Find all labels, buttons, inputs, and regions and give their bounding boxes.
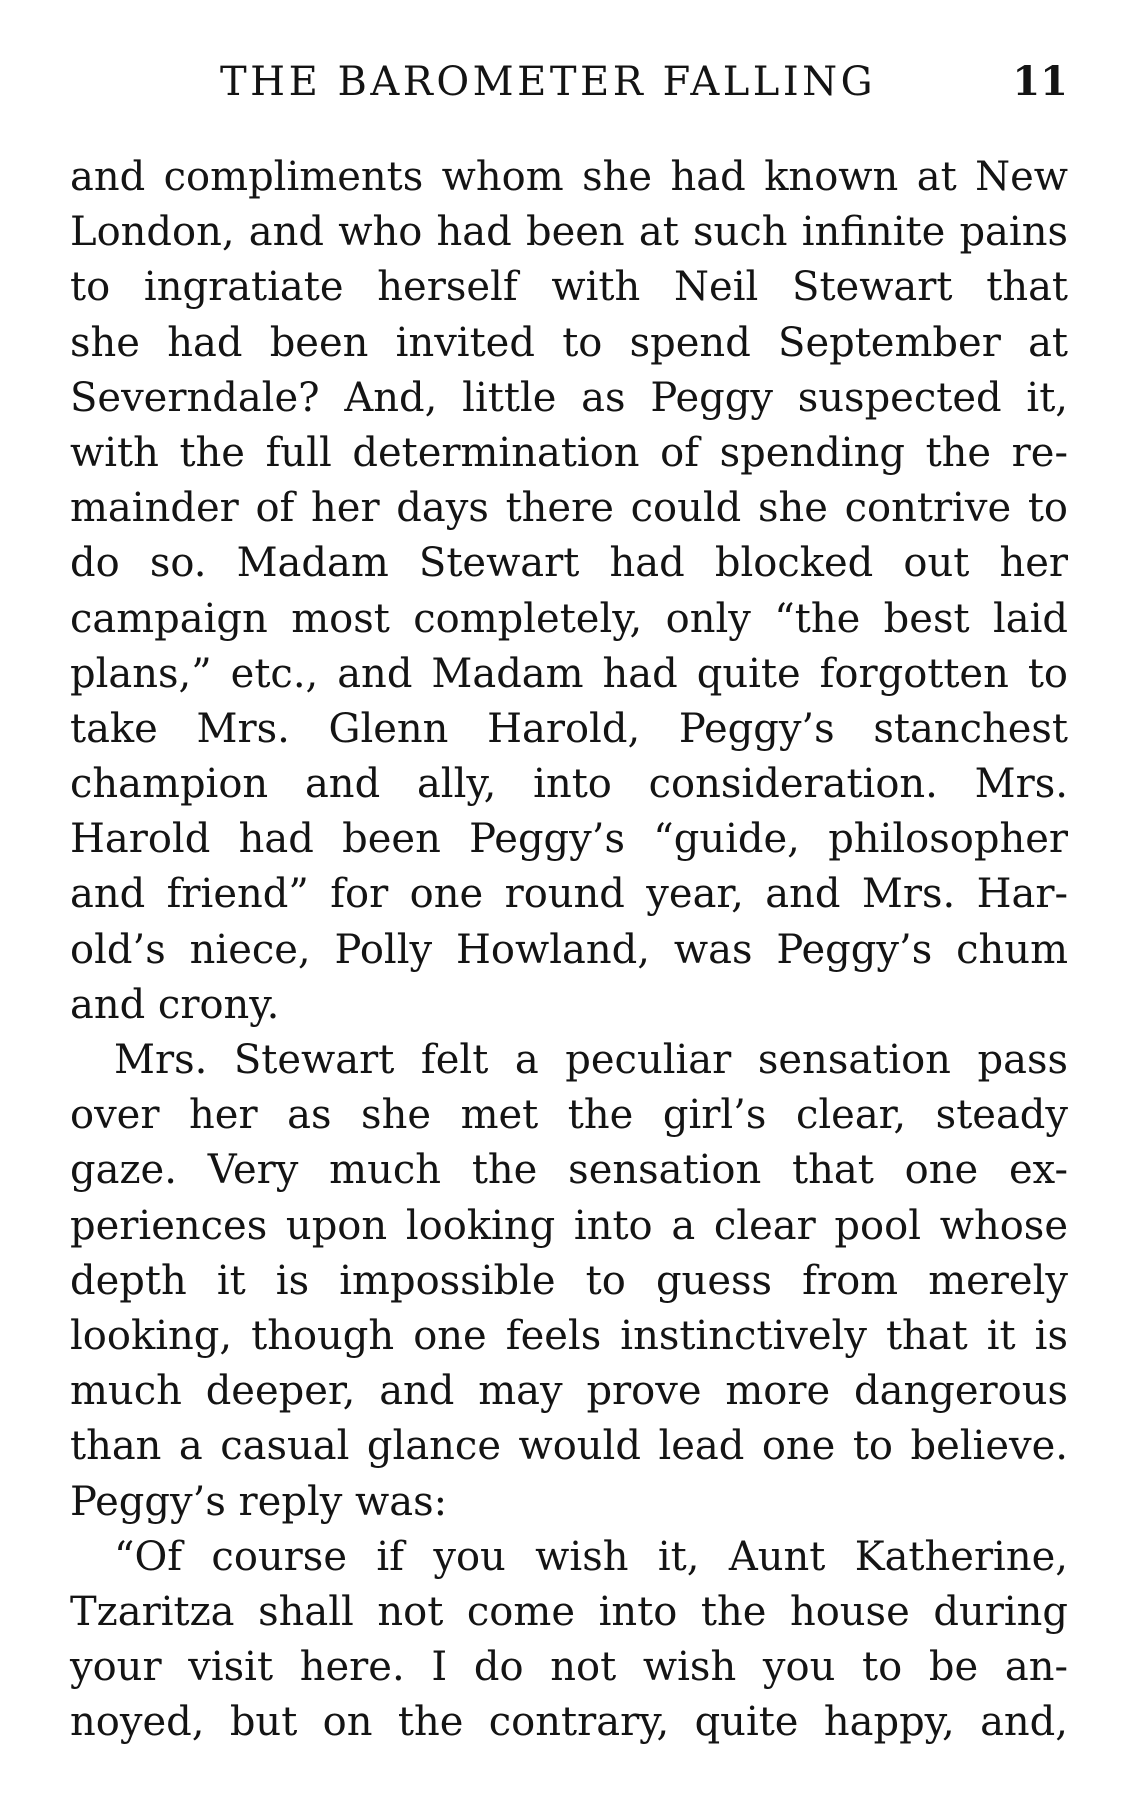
- text-line: champion and ally, into consideration. Mrs.: [70, 761, 1068, 808]
- paragraph-end-line: and crony.: [70, 981, 280, 1028]
- text-line: looking, though one feels instinctively that it is: [70, 1312, 1068, 1359]
- text-line: much deeper, and may prove more dangerous: [70, 1368, 1068, 1415]
- text-line: Harold had been Peggy’s “guide, philosopher: [70, 816, 1068, 863]
- text-line: periences upon looking into a clear pool whose: [70, 1202, 1068, 1249]
- text-line: do so. Madam Stewart had blocked out her: [70, 540, 1068, 587]
- text-line: plans,” etc., and Madam had quite forgotten to: [70, 650, 1068, 697]
- text-line: than a casual glance would lead one to believe.: [70, 1423, 1068, 1470]
- text-line: with the full determination of spending the re-: [70, 429, 1068, 476]
- text-line: over her as she met the girl’s clear, steady: [70, 1092, 1068, 1139]
- running-title: THE BAROMETER FALLING: [220, 59, 877, 105]
- text-line: and friend” for one round year, and Mrs. Har-: [70, 871, 1068, 918]
- text-line: she had been invited to spend September at: [70, 319, 1068, 366]
- text-line: depth it is impossible to guess from merely: [70, 1257, 1068, 1304]
- text-line: mainder of her days there could she contrive to: [70, 485, 1068, 532]
- text-line: Severndale? And, little as Peggy suspected it,: [70, 374, 1068, 421]
- text-line: campaign most completely, only “the best laid: [70, 595, 1068, 642]
- text-line: Tzaritza shall not come into the house during: [70, 1588, 1068, 1635]
- text-line: old’s niece, Polly Howland, was Peggy’s chum: [70, 926, 1068, 973]
- paragraph-end-line: Peggy’s reply was:: [70, 1478, 448, 1525]
- body-text: [70, 150, 1068, 1750]
- paragraph-start-line: “Of course if you wish it, Aunt Katherine,: [114, 1533, 1068, 1580]
- text-line: noyed, but on the contrary, quite happy, and,: [70, 1699, 1068, 1746]
- text-line: take Mrs. Glenn Harold, Peggy’s stanchest: [70, 705, 1068, 752]
- running-head: [70, 52, 1068, 112]
- text-line: London, and who had been at such infinite pains: [70, 209, 1068, 256]
- text-line: to ingratiate herself with Neil Stewart that: [70, 264, 1068, 311]
- text-line: and compliments whom she had known at New: [70, 154, 1068, 200]
- text-line: gaze. Very much the sensation that one ex-: [70, 1147, 1068, 1194]
- paragraph-start-line: Mrs. Stewart felt a peculiar sensation pass: [114, 1037, 1068, 1083]
- text-line: your visit here. I do not wish you to be an-: [70, 1644, 1068, 1691]
- page-number: 11: [1012, 58, 1068, 105]
